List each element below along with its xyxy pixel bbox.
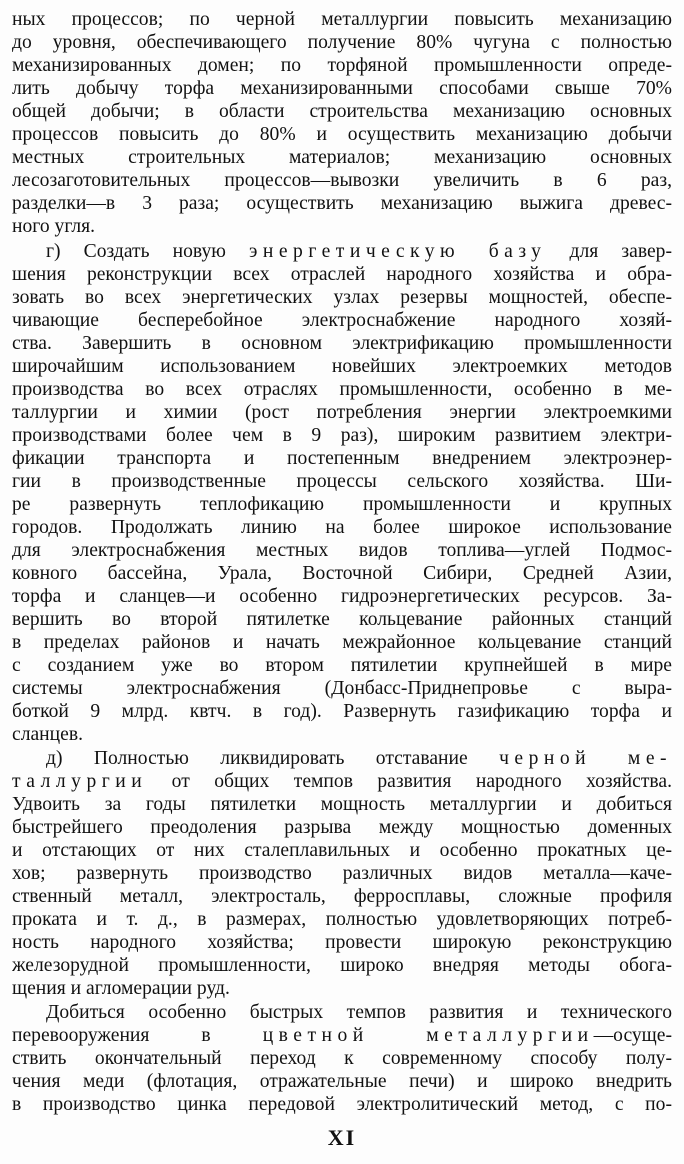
text-line: ных процессов; по черной металлургии повысить механизацию — [12, 9, 672, 30]
text-line: и отстающих от них сталеплавильных и особенно прокатных це- — [12, 840, 672, 861]
text-line: проката и т. д., в размерах, полностью удовлетворяющих потреб- — [12, 909, 672, 930]
text-line — [12, 770, 672, 793]
text-line: гии в производственные процессы сельского хозяйства. Ши- — [12, 471, 672, 492]
text-segment: д) Полностью ликвидировать отставание — [46, 748, 468, 769]
text-line: боткой 9 млрд. квтч. в год). Развернуть газификацию торфа и — [12, 701, 672, 722]
page-number: XI — [327, 1125, 357, 1150]
text-line: процессов повысить до 80% и осуществить механизацию добычи — [12, 124, 672, 145]
text-segment: для завер- — [569, 241, 672, 262]
spaced-emphasis: таллургии — [12, 771, 148, 792]
spaced-emphasis: цветной металлургии — [262, 1025, 594, 1046]
text-line: щения и агломерации руд. — [12, 978, 230, 999]
paragraph-first-line: Добиться особенно быстрых темпов развития и технического — [46, 1002, 672, 1023]
text-line: ственный металл, электросталь, ферросплавы, сложные профиля — [12, 886, 672, 907]
text-line: производства во всех отраслях промышленности, особенно в ме- — [12, 379, 672, 400]
text-line — [12, 1024, 672, 1047]
text-line: сланцев. — [12, 724, 83, 745]
text-line: торфа и сланцев—и особенно гидроэнергетических ресурсов. За- — [12, 586, 672, 607]
text-segment: от общих темпов развития народного хозяйства. — [171, 771, 672, 792]
text-line: для электроснабжения местных видов топлива—углей Подмос- — [12, 540, 672, 561]
text-line: местных строительных материалов; механизацию основных — [12, 147, 672, 168]
text-line: ства. Завершить в основном электрификацию промышленности — [12, 333, 672, 354]
text-segment: перевооружения в — [12, 1025, 211, 1046]
text-line: чивающие бесперебойное электроснабжение народного хозяй- — [12, 310, 672, 331]
text-line: системы электроснабжения (Донбасс-Приднепровье с выра- — [12, 678, 672, 699]
text-line: в производство цинка передовой электролитический метод, с по- — [12, 1094, 672, 1115]
text-line: ковного бассейна, Урала, Восточной Сибири, Средней Азии, — [12, 563, 672, 584]
spaced-emphasis: черной ме- — [499, 748, 672, 769]
text-line: общей добычи; в области строительства механизацию основных — [12, 101, 672, 122]
text-line: железорудной промышленности, широко внедряя методы обога- — [12, 955, 672, 976]
text-line: городов. Продолжать линию на более широкое использование — [12, 517, 672, 538]
paragraph-d-first-line — [12, 747, 672, 770]
text-line: ного угля. — [12, 216, 96, 237]
text-line: зовать во всех энергетических узлах резервы мощностей, обеспе- — [12, 287, 672, 308]
text-line: ствить окончательный переход к современному способу полу- — [12, 1048, 672, 1069]
text-line: лесозаготовительных процессов—вывозки увеличить в 6 раз, — [12, 170, 672, 191]
text-line: таллургии и химии (рост потребления энергии электроемкими — [12, 402, 672, 423]
text-line: в пределах районов и начать межрайонное кольцевание станций — [12, 632, 672, 653]
text-line: лить добычу торфа механизированными способами свыше 70% — [12, 78, 672, 99]
text-line: шения реконструкции всех отраслей народного хозяйства и обра- — [12, 264, 672, 285]
text-line: фикации транспорта и постепенным внедрением электроэнер- — [12, 448, 672, 469]
text-line: ность народного хозяйства; провести широкую реконструкцию — [12, 932, 672, 953]
text-line: Удвоить за годы пятилетки мощность металлургии и добиться — [12, 794, 672, 815]
text-line: быстрейшего преодоления разрыва между мощностью доменных — [12, 817, 672, 838]
text-line: вершить во второй пятилетке кольцевание районных станций — [12, 609, 672, 630]
text-line: производствами более чем в 9 раз), широким развитием электри- — [12, 425, 672, 446]
text-line: ре развернуть теплофикацию промышленности и крупных — [12, 494, 672, 515]
text-line: до уровня, обеспечивающего получение 80% чугуна с полностью — [12, 32, 672, 53]
paragraph-g-first-line — [12, 240, 672, 263]
text-line: хов; развернуть производство различных видов металла—каче- — [12, 863, 672, 884]
text-line: с созданием уже во втором пятилетии крупнейшей в мире — [12, 655, 672, 676]
spaced-emphasis: энергетическую базу — [249, 241, 547, 262]
text-segment: —осуще- — [593, 1025, 672, 1046]
text-line: чения меди (флотация, отражательные печи) и широко внедрить — [12, 1071, 672, 1092]
text-segment: г) Создать новую — [46, 241, 226, 262]
text-line: разделки—в 3 раза; осуществить механизацию выжига древес- — [12, 193, 672, 214]
text-line: механизированных домен; по торфяной промышленности опреде- — [12, 55, 672, 76]
text-line: широчайшим использованием новейших электроемких методов — [12, 356, 672, 377]
